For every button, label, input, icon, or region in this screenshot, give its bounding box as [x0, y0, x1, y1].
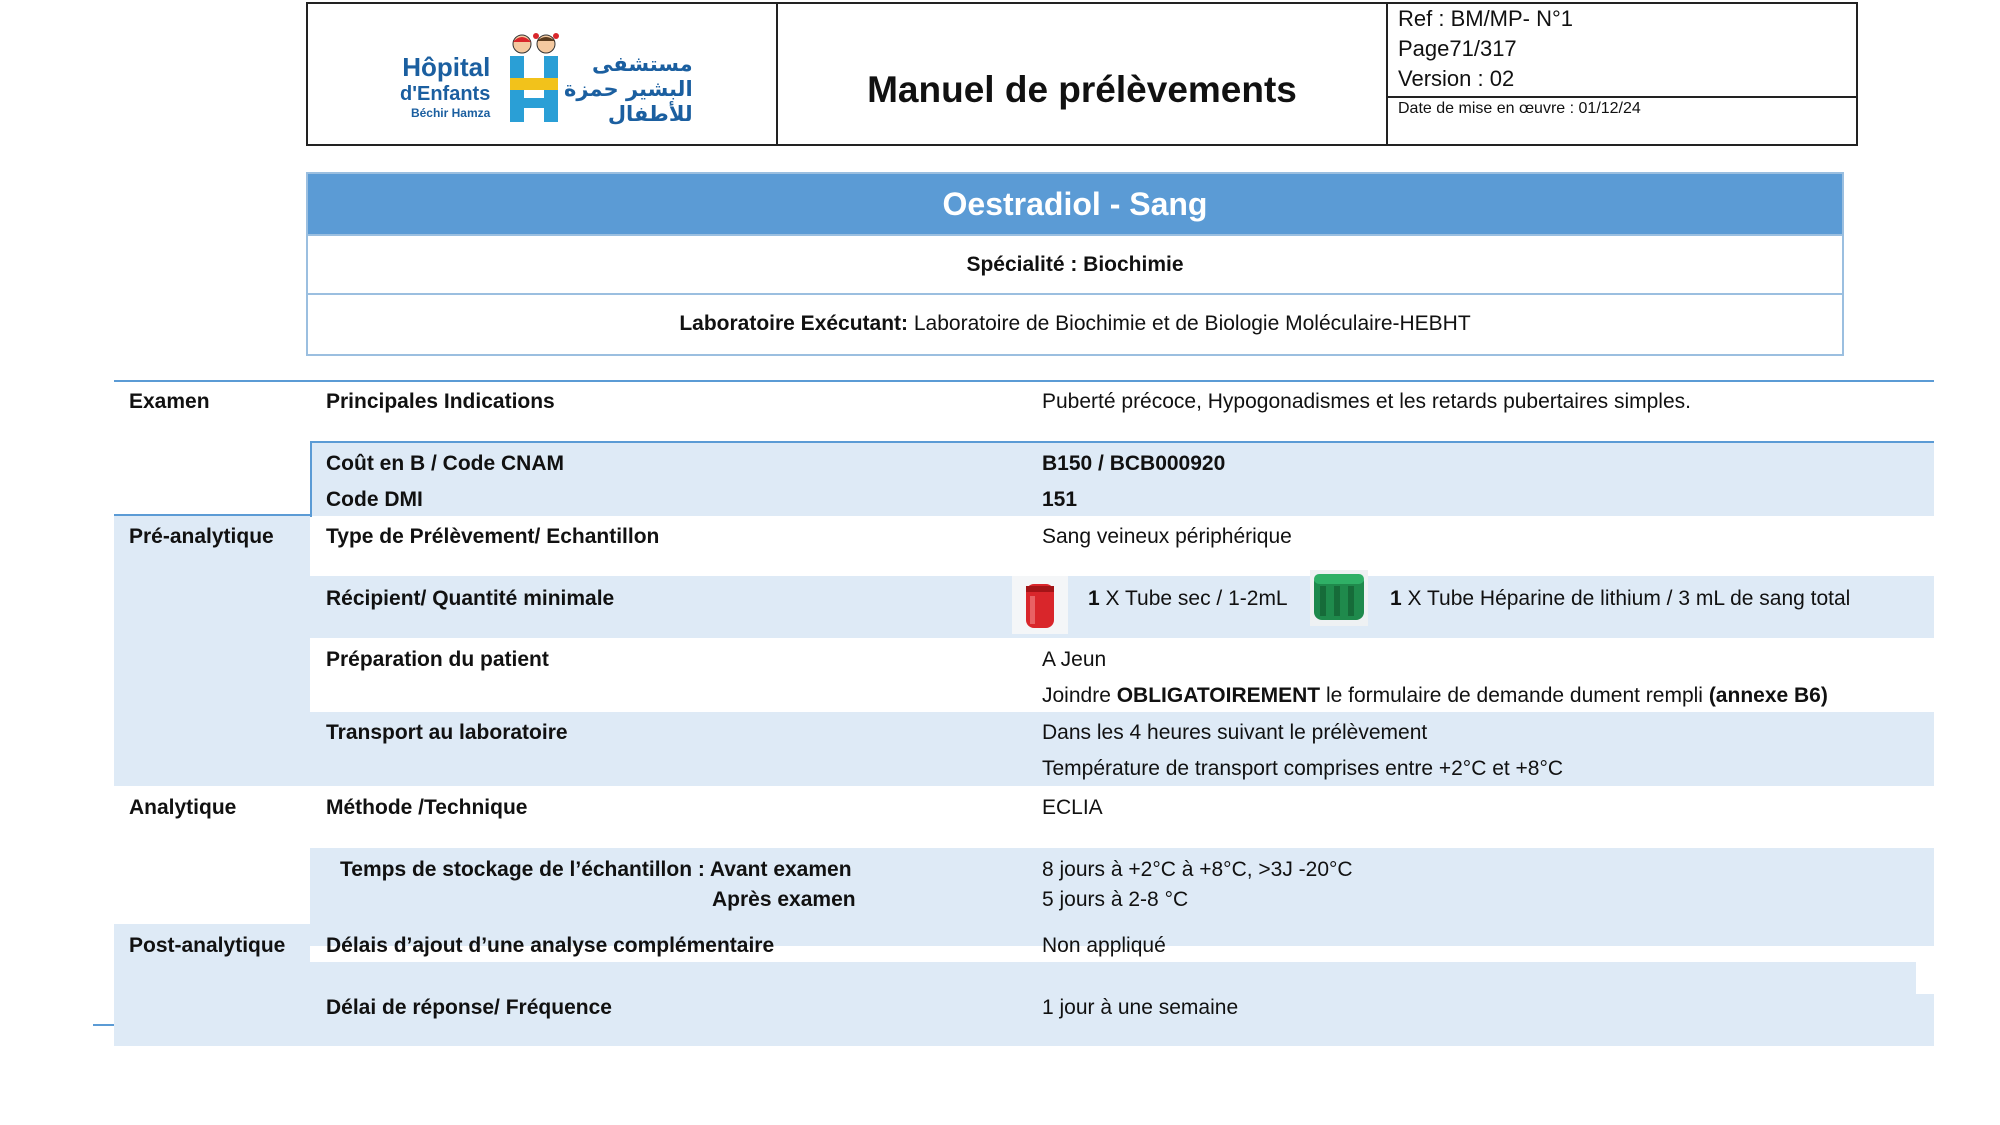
value-tube-1 [1088, 585, 1288, 613]
manual-title: Manuel de prélèvements [867, 69, 1297, 110]
value-methode: ECLIA [1042, 796, 1103, 819]
specialty-label: Spécialité : Biochimie [966, 252, 1184, 276]
lab-row [308, 293, 1842, 352]
band-notch [1916, 962, 1934, 994]
test-title: Oestradiol - Sang [308, 174, 1842, 234]
value-indications: Puberté précoce, Hypogonadismes et les retards pubertaires simples. [1042, 390, 1691, 413]
label-delais: Délais d’ajout d’une analyse complémentaire [326, 934, 775, 957]
value-preparation-1: A Jeun [1042, 648, 1107, 671]
lab-label: Laboratoire Exécutant: [679, 311, 909, 335]
logo-arabic-line-3: للأطفال [607, 102, 693, 126]
label-stockage-2: Après examen [712, 888, 856, 911]
dry-tube-red-cap-icon [1012, 576, 1068, 634]
tube-1-text: X Tube sec / 1-2mL [1099, 587, 1288, 610]
value-stockage-2: 5 jours à 2-8 °C [1042, 888, 1189, 911]
label-recipient: Récipient/ Quantité minimale [326, 587, 615, 610]
reference-block [1388, 4, 1856, 98]
lab-value: Laboratoire de Biochimie et de Biologie Moléculaire-HEBHT [908, 311, 1471, 335]
value-tube-2 [1390, 585, 1850, 613]
specialty-row [308, 234, 1842, 293]
logo-line-3: Béchir Hamza [410, 106, 491, 120]
version-number: Version : 02 [1398, 66, 1515, 91]
value-type: Sang veineux périphérique [1042, 525, 1292, 548]
section-band-pre [114, 516, 310, 786]
logo-arabic-text [564, 52, 693, 127]
logo-line-1: Hôpital [402, 52, 491, 82]
label-indications: Principales Indications [326, 390, 555, 413]
document-header [306, 2, 1858, 146]
logo-arabic-line-1: مستشفى [591, 52, 693, 76]
label-methode: Méthode /Technique [326, 796, 528, 819]
prep-annex-ref: (annexe B6) [1708, 684, 1828, 707]
logo-french-text [400, 54, 490, 119]
value-dmi: 151 [1042, 488, 1078, 511]
header-title-cell [778, 4, 1386, 144]
section-rule [114, 514, 312, 516]
label-type: Type de Prélèvement/ Echantillon [326, 525, 660, 548]
page-number: Page71/317 [1398, 36, 1517, 61]
logo-line-2: d'Enfants [400, 83, 491, 105]
table-top-rule [114, 380, 1934, 382]
label-cout: Coût en B / Code CNAM [326, 452, 564, 475]
prep-text-b: OBLIGATOIREMENT [1116, 684, 1321, 707]
label-preparation: Préparation du patient [326, 648, 549, 671]
column-rule [310, 441, 312, 517]
label-stockage-1: Temps de stockage de l’échantillon : Avant examen [340, 858, 852, 881]
section-analytique: Analytique [129, 796, 237, 819]
value-delais: Non appliqué [1042, 934, 1166, 957]
value-cout: B150 / BCB000920 [1042, 452, 1226, 475]
section-pre-analytique: Pré-analytique [129, 525, 274, 548]
tube-1-count: 1 [1088, 587, 1100, 610]
tube-2-text: X Tube Héparine de lithium / 3 mL de sang total [1401, 587, 1851, 610]
logo-arabic-line-2: البشير حمزة [564, 77, 693, 101]
value-stockage-1: 8 jours à +2°C à +8°C, >3J -20°C [1042, 858, 1353, 881]
tube-2-count: 1 [1390, 587, 1402, 610]
hospital-logo [308, 4, 776, 144]
prep-text-a: Joindre [1042, 684, 1117, 707]
table-end-tick [93, 1024, 114, 1026]
row-rule [310, 441, 1934, 443]
value-transport-2: Température de transport comprises entre +2°C et +8°C [1042, 757, 1564, 780]
effective-date: Date de mise en œuvre : 01/12/24 [1398, 100, 1641, 117]
label-reponse: Délai de réponse/ Fréquence [326, 996, 612, 1019]
test-banner [306, 172, 1844, 356]
value-reponse: 1 jour à une semaine [1042, 996, 1239, 1019]
hospital-h-logo-icon [504, 32, 564, 126]
reference-divider [1388, 96, 1856, 98]
heparin-tube-green-cap-icon [1310, 570, 1368, 626]
value-transport-1: Dans les 4 heures suivant le prélèvement [1042, 721, 1428, 744]
label-transport: Transport au laboratoire [326, 721, 568, 744]
label-dmi: Code DMI [326, 488, 423, 511]
reference-number: Ref : BM/MP- N°1 [1398, 6, 1574, 31]
section-examen: Examen [129, 390, 210, 413]
section-post-analytique: Post-analytique [129, 934, 286, 957]
prep-text-c: le formulaire de demande dument rempli [1320, 684, 1709, 707]
value-preparation-2 [1042, 682, 1828, 710]
